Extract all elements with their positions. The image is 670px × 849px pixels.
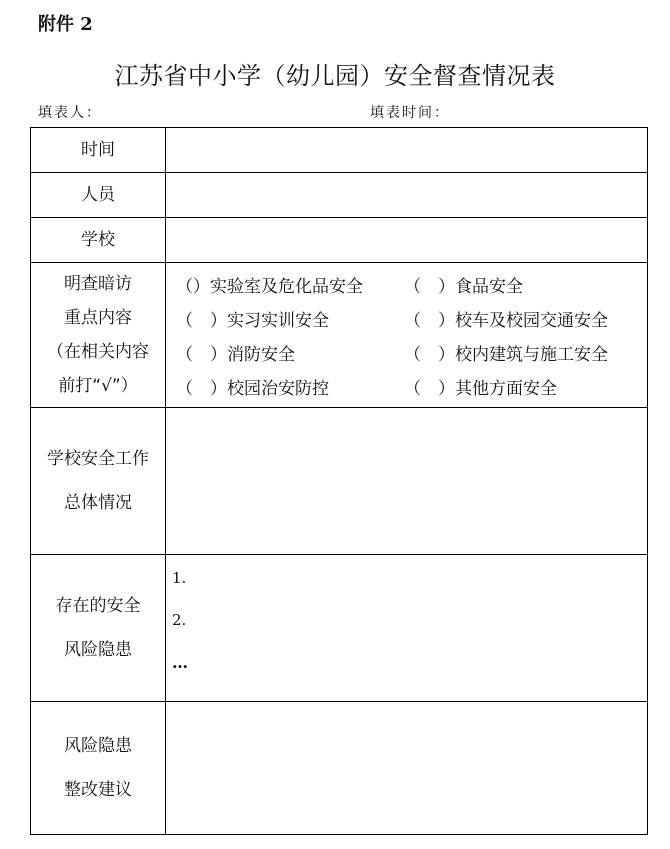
row-rectify <box>31 702 648 835</box>
risk-item: … <box>172 653 188 672</box>
inspection-label-line: 前打“√”） <box>58 376 138 396</box>
attachment-label: 附件 2 <box>38 14 93 35</box>
option-fire-safety[interactable]: （ ）消防安全 <box>176 344 295 365</box>
option-school-bus-traffic[interactable]: （ ）校车及校园交通安全 <box>404 310 608 331</box>
risks-label <box>31 555 166 702</box>
risk-item: 1. <box>172 569 187 587</box>
overall-label-line: 学校安全工作 <box>47 449 149 469</box>
row-overall <box>31 408 648 555</box>
row-time <box>31 128 648 173</box>
inspection-label-line: 明查暗访 <box>64 274 132 294</box>
page-title: 江苏省中小学（幼儿园）安全督查情况表 <box>114 62 556 90</box>
option-building-construction[interactable]: （ ）校内建筑与施工安全 <box>404 344 608 365</box>
row-school <box>31 218 648 263</box>
filler-label: 填表人： <box>38 105 102 121</box>
risks-label-line: 风险隐患 <box>64 640 132 660</box>
rectify-label <box>31 702 166 835</box>
option-food-safety[interactable]: （ ）食品安全 <box>404 276 523 297</box>
inspection-label-line: （在相关内容 <box>47 342 149 362</box>
option-campus-security[interactable]: （ ）校园治安防控 <box>176 378 329 399</box>
risk-item: 2. <box>172 611 187 629</box>
personnel-label: 人员 <box>31 173 166 218</box>
risks-label-line: 存在的安全 <box>55 596 141 616</box>
rectify-field[interactable] <box>166 702 648 835</box>
rectify-label-line: 整改建议 <box>64 780 132 800</box>
inspection-form-table <box>30 127 648 835</box>
inspection-label-line: 重点内容 <box>64 308 132 328</box>
school-label: 学校 <box>31 218 166 263</box>
time-field[interactable] <box>166 128 648 173</box>
rectify-label-line: 风险隐患 <box>64 736 132 756</box>
inspection-options <box>166 263 648 408</box>
personnel-field[interactable] <box>166 173 648 218</box>
row-personnel <box>31 173 648 218</box>
overall-label <box>31 408 166 555</box>
row-inspection <box>31 263 648 408</box>
option-lab-chemicals[interactable]: （）实验室及危化品安全 <box>176 276 363 297</box>
school-field[interactable] <box>166 218 648 263</box>
time-label: 时间 <box>31 128 166 173</box>
option-internship-training[interactable]: （ ）实习实训安全 <box>176 310 329 331</box>
inspection-label <box>31 263 166 408</box>
fill-time-label: 填表时间： <box>370 105 450 121</box>
option-other-safety[interactable]: （ ）其他方面安全 <box>404 378 557 399</box>
row-risks <box>31 555 648 702</box>
overall-label-line: 总体情况 <box>64 493 132 513</box>
overall-field[interactable] <box>166 408 648 555</box>
risks-field[interactable] <box>166 555 648 702</box>
